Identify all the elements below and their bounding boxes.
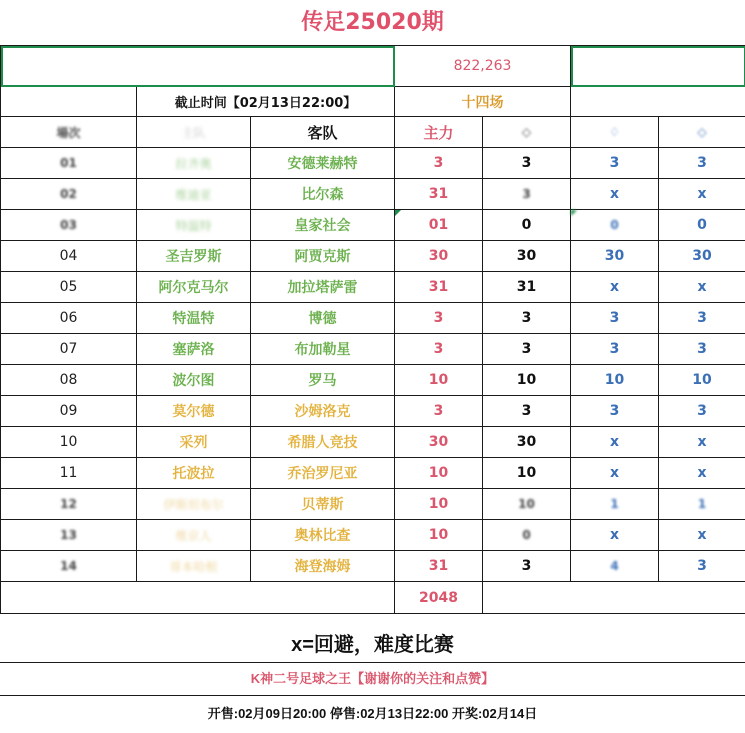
pick-4: x <box>659 272 745 303</box>
home-team: 托波拉 <box>137 458 251 489</box>
main-pick: 3 <box>395 303 483 334</box>
pick-4: x <box>659 520 745 551</box>
pick-4: 3 <box>659 396 745 427</box>
home-team: 采列 <box>137 427 251 458</box>
pick-2: 3 <box>483 334 571 365</box>
match-row <box>1 489 745 520</box>
match-row <box>1 334 745 365</box>
home-team: 伊斯坦布尔 <box>137 489 251 520</box>
away-team: 皇家社会 <box>251 210 395 241</box>
pick-3: 3 <box>571 148 659 179</box>
main-pick: 31 <box>395 551 483 582</box>
main-pick: 3 <box>395 148 483 179</box>
away-team: 沙姆洛克 <box>251 396 395 427</box>
pick-3: 10 <box>571 365 659 396</box>
blank-cell <box>571 87 745 117</box>
lottery-table <box>0 45 745 614</box>
home-team: 圣吉罗斯 <box>137 241 251 272</box>
main-pick: 31 <box>395 179 483 210</box>
pick-4: 1 <box>659 489 745 520</box>
pick-3: x <box>571 458 659 489</box>
main-pick: 31 <box>395 272 483 303</box>
match-row <box>1 427 745 458</box>
home-team: 莫尔德 <box>137 396 251 427</box>
pick-4: 3 <box>659 303 745 334</box>
main-pick: 3 <box>395 334 483 365</box>
away-team: 贝蒂斯 <box>251 489 395 520</box>
home-team: 塞萨洛 <box>137 334 251 365</box>
match-row <box>1 303 745 334</box>
match-row <box>1 210 745 241</box>
match-number: 09 <box>1 396 137 427</box>
away-team: 希腊人竞技 <box>251 427 395 458</box>
main-pick: 10 <box>395 489 483 520</box>
pick-4: 3 <box>659 551 745 582</box>
match-number: 10 <box>1 427 137 458</box>
header-main: 主力 <box>395 117 483 148</box>
deadline-row <box>1 87 745 117</box>
blank-cell <box>483 582 745 614</box>
deadline-text: 截止时间【02月13日22:00】 <box>137 87 395 117</box>
match-row <box>1 179 745 210</box>
pick-4: x <box>659 458 745 489</box>
sale-schedule: 开售:02月09日20:00 停售:02月13日22:00 开奖:02月14日 <box>207 706 538 721</box>
pick-2: 3 <box>483 396 571 427</box>
pick-3: 4 <box>571 551 659 582</box>
pick-2: 30 <box>483 427 571 458</box>
away-team: 布加勒星 <box>251 334 395 365</box>
blank-cell <box>1 46 395 87</box>
blank-cell <box>1 582 395 614</box>
pick-4: 3 <box>659 148 745 179</box>
home-team: 特温特 <box>137 303 251 334</box>
pick-2: 3 <box>483 148 571 179</box>
away-team: 加拉塔萨雷 <box>251 272 395 303</box>
pick-3: x <box>571 179 659 210</box>
header-p2: ◇ <box>483 117 571 148</box>
match-row <box>1 365 745 396</box>
pick-3: 3 <box>571 303 659 334</box>
pick-4: x <box>659 179 745 210</box>
pick-3: 30 <box>571 241 659 272</box>
away-team: 比尔森 <box>251 179 395 210</box>
match-number: 04 <box>1 241 137 272</box>
pick-4: 0 <box>659 210 745 241</box>
main-pick: 01 <box>395 210 483 241</box>
pick-2: 0 <box>483 520 571 551</box>
home-team: 特温特 <box>137 210 251 241</box>
total-count: 2048 <box>395 582 483 614</box>
total-row <box>1 582 745 614</box>
pick-2: 10 <box>483 489 571 520</box>
match-row <box>1 396 745 427</box>
pick-3: x <box>571 427 659 458</box>
home-team: 维京人 <box>137 520 251 551</box>
match-number: 11 <box>1 458 137 489</box>
away-team: 乔治罗尼亚 <box>251 458 395 489</box>
away-team: 安德莱赫特 <box>251 148 395 179</box>
blank-cell <box>1 87 137 117</box>
match-row <box>1 551 745 582</box>
header-row <box>1 117 745 148</box>
pick-2: 3 <box>483 179 571 210</box>
pick-3: 3 <box>571 334 659 365</box>
header-p4: ◇ <box>659 117 745 148</box>
match-row <box>1 458 745 489</box>
main-pick: 10 <box>395 365 483 396</box>
pick-3: x <box>571 520 659 551</box>
page-title: 传足25020期 <box>301 10 444 35</box>
away-team: 罗马 <box>251 365 395 396</box>
match-number: 06 <box>1 303 137 334</box>
match-count: 十四场 <box>395 87 571 117</box>
pool-amount: 822,263 <box>395 46 571 87</box>
match-number: 12 <box>1 489 137 520</box>
home-team: 波尔图 <box>137 365 251 396</box>
pick-3: 0 <box>571 210 659 241</box>
away-team: 博德 <box>251 303 395 334</box>
main-pick: 3 <box>395 396 483 427</box>
pick-2: 3 <box>483 551 571 582</box>
main-pick: 30 <box>395 241 483 272</box>
match-row <box>1 520 745 551</box>
header-no: 場次 <box>1 117 137 148</box>
home-team: 拉齐奥 <box>137 148 251 179</box>
main-pick: 10 <box>395 520 483 551</box>
match-number: 02 <box>1 179 137 210</box>
pick-2: 31 <box>483 272 571 303</box>
match-number: 08 <box>1 365 137 396</box>
match-number: 13 <box>1 520 137 551</box>
pick-3: x <box>571 272 659 303</box>
pick-3: 1 <box>571 489 659 520</box>
away-team: 阿贾克斯 <box>251 241 395 272</box>
match-row <box>1 241 745 272</box>
pick-4: x <box>659 427 745 458</box>
blank-cell-right <box>571 46 745 87</box>
pick-4: 3 <box>659 334 745 365</box>
match-number: 07 <box>1 334 137 365</box>
away-team: 海登海姆 <box>251 551 395 582</box>
match-number: 01 <box>1 148 137 179</box>
main-pick: 10 <box>395 458 483 489</box>
pick-2: 10 <box>483 365 571 396</box>
match-row <box>1 148 745 179</box>
header-home: 主队 <box>137 117 251 148</box>
match-number: 05 <box>1 272 137 303</box>
pool-row <box>1 46 745 87</box>
pick-2: 10 <box>483 458 571 489</box>
pick-4: 10 <box>659 365 745 396</box>
pick-2: 0 <box>483 210 571 241</box>
away-team: 奥林比查 <box>251 520 395 551</box>
header-away: 客队 <box>251 117 395 148</box>
pick-2: 3 <box>483 303 571 334</box>
home-team: 维迪亚 <box>137 179 251 210</box>
pick-2: 30 <box>483 241 571 272</box>
match-number: 03 <box>1 210 137 241</box>
header-p3: ♢ <box>571 117 659 148</box>
match-row <box>1 272 745 303</box>
author-note: K神二号足球之王【谢谢你的关注和点赞】 <box>0 663 745 696</box>
home-team: 阿尔克马尔 <box>137 272 251 303</box>
avoid-note: x=回避，难度比赛 <box>0 629 745 663</box>
home-team: 哥本哈根 <box>137 551 251 582</box>
main-pick: 30 <box>395 427 483 458</box>
pick-4: 30 <box>659 241 745 272</box>
pick-3: 3 <box>571 396 659 427</box>
match-number: 14 <box>1 551 137 582</box>
